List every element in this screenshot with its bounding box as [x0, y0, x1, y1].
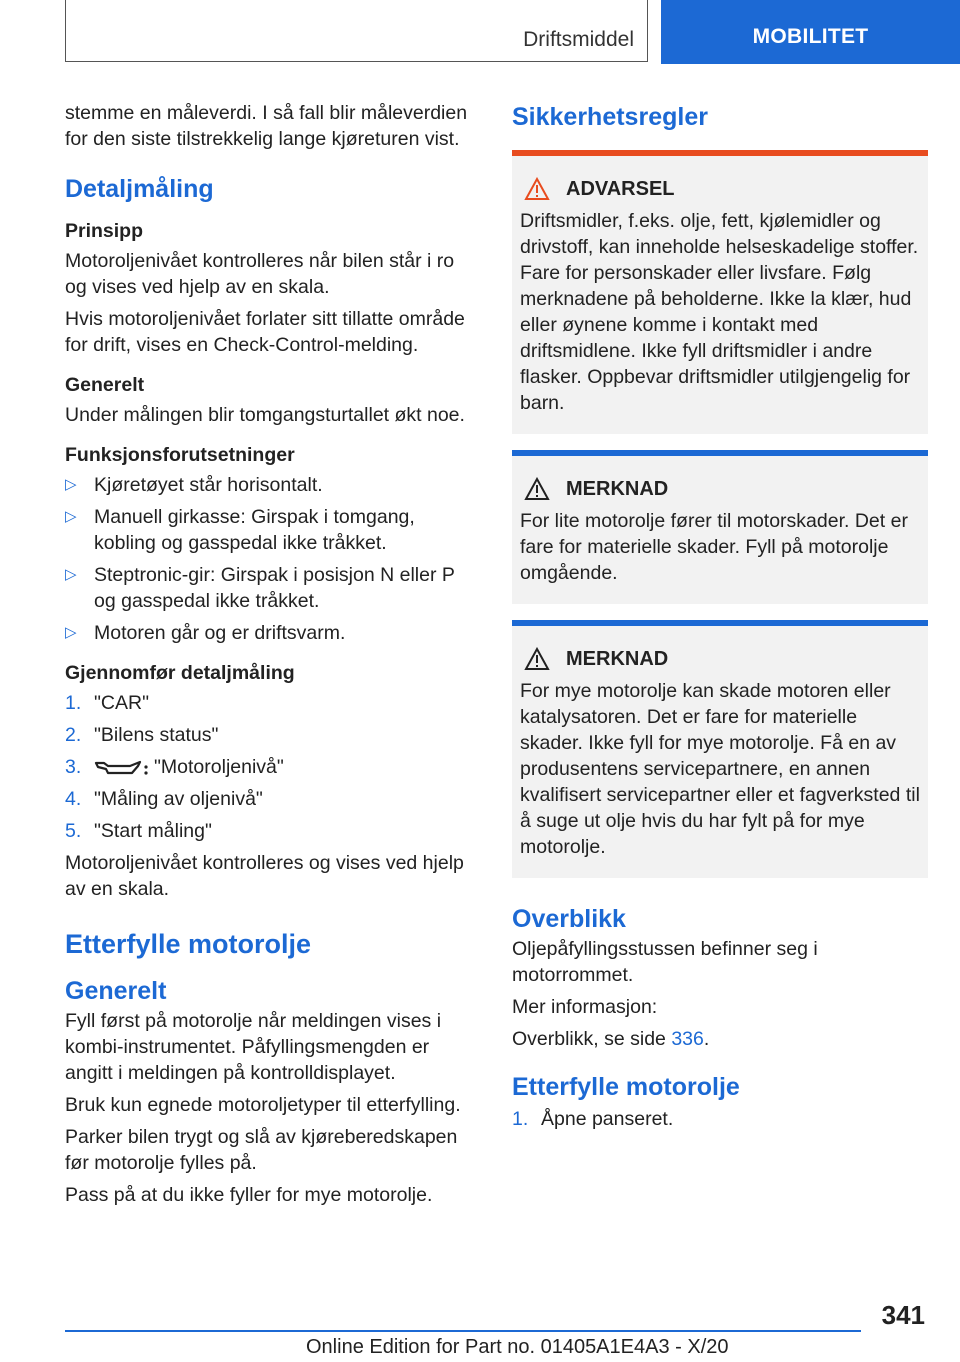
list-item: 5. "Start måling"	[65, 820, 212, 842]
list-item: 4. "Måling av oljenivå"	[65, 788, 263, 810]
intro-paragraph: stemme en måleverdi. I så fall blir måleverdien for den siste tilstrekkelig lange kjøreturen vist.	[65, 102, 468, 150]
footer-edition: Online Edition for Part no. 01405A1E4A3 - X/20	[306, 1336, 729, 1358]
triangle-bullet-icon: ▷	[65, 566, 77, 583]
heading-prinsipp: Prinsipp	[65, 220, 144, 242]
paragraph: Motoroljenivået kontrolleres og vises ved hjelp av en skala.	[65, 852, 464, 900]
heading-detaljmaling: Detaljmåling	[65, 175, 214, 203]
note-title: MERKNAD	[520, 646, 920, 672]
cross-reference: Overblikk, se side 336.	[512, 1028, 710, 1050]
oil-can-icon	[94, 758, 148, 778]
paragraph: Hvis motoroljenivået forlater sitt tillatte område for drift, vises en Check-Control-melding.	[65, 308, 465, 356]
paragraph: Motoroljenivået kontrolleres når bilen står i ro og vises ved hjelp av en skala.	[65, 250, 455, 298]
warning-text: Driftsmidler, f.eks. olje, fett, kjølemidler og drivstoff, kan inneholde helseskadelige stoffer. Fare for personskader eller livsfare. Følg merknadene på beholderne. Ikke la klær, hud eller øynene komme i kontakt med driftsmidlene. Ikke fyll driftsmidler i andre flasker. Oppbevar driftsmidler utilgjengelig for barn.	[520, 210, 919, 414]
heading-sikkerhetsregler: Sikkerhetsregler	[512, 103, 708, 131]
heading-overblikk: Overblikk	[512, 905, 626, 933]
list-item: ▷ Motoren går og er driftsvarm.	[65, 622, 346, 644]
heading-generelt-2: Generelt	[65, 977, 167, 1005]
list-item: ▷ Steptronic-gir: Girspak i posisjon N eller P og gasspedal ikke tråkket.	[65, 564, 455, 612]
paragraph: Under målingen blir tomgangsturtallet økt noe.	[65, 404, 465, 426]
note-text: For mye motorolje kan skade motoren eller katalysatoren. Det er fare for materielle skader. Ikke fyll for mye motorolje. Få en av produsentens servicepartnere, en annen kvalifisert servicepartner eller et fagverksted til å suge ut olje hvis du har fylt på for mye motorolje.	[520, 680, 920, 858]
steps-list	[512, 1106, 928, 1132]
left-column	[65, 100, 480, 1214]
heading-gjennomfor: Gjennomfør detaljmåling	[65, 662, 295, 684]
footer-divider	[65, 1330, 861, 1332]
triangle-bullet-icon: ▷	[65, 476, 77, 493]
paragraph: Oljepåfyllingsstussen befinner seg i motorrommet.	[512, 938, 818, 986]
conditions-list	[65, 472, 480, 646]
caution-triangle-icon	[524, 477, 550, 501]
chapter-tab[interactable]: MOBILITET	[661, 0, 960, 64]
heading-funksjonsforutsetninger: Funksjonsforutsetninger	[65, 444, 295, 466]
warning-triangle-icon	[524, 177, 550, 201]
note-box	[512, 620, 928, 878]
list-item: ▷ Kjøretøyet står horisontalt.	[65, 474, 323, 496]
warning-box	[512, 150, 928, 434]
list-item: 2. "Bilens status"	[65, 724, 219, 746]
list-item: 3. "Motoroljenivå"	[65, 756, 284, 778]
warning-title: ADVARSEL	[520, 176, 920, 202]
paragraph: Mer informasjon:	[512, 996, 658, 1018]
paragraph: Pass på at du ikke fyller for mye motorolje.	[65, 1184, 433, 1206]
list-item: 1. Åpne panseret.	[512, 1108, 674, 1130]
paragraph: Parker bilen trygt og slå av kjøreberedskapen før motorolje fylles på.	[65, 1126, 458, 1174]
heading-etterfylle-motorolje-2: Etterfylle motorolje	[512, 1073, 740, 1101]
page-number: 341	[881, 1300, 925, 1330]
list-item: 1. "CAR"	[65, 692, 150, 714]
list-item: ▷ Manuell girkasse: Girspak i tomgang, kobling og gasspedal ikke tråkket.	[65, 506, 415, 554]
steps-list	[65, 690, 480, 844]
page-header	[0, 0, 960, 66]
section-title: Driftsmiddel	[523, 28, 634, 51]
note-box	[512, 450, 928, 604]
triangle-bullet-icon: ▷	[65, 508, 77, 525]
heading-etterfylle-motorolje: Etterfylle motorolje	[65, 929, 312, 959]
note-title: MERKNAD	[520, 476, 920, 502]
page-link[interactable]: 336	[671, 1028, 704, 1050]
note-text: For lite motorolje fører til motorskader. Det er fare for materielle skader. Fyll på motorolje omgående.	[520, 510, 908, 584]
paragraph: Fyll først på motorolje når meldingen vises i kombi-instrumentet. Påfyllingsmengden er angitt i meldingen på kontrolldisplayet.	[65, 1010, 442, 1084]
paragraph: Bruk kun egnede motoroljetyper til etterfylling.	[65, 1094, 461, 1116]
triangle-bullet-icon: ▷	[65, 624, 77, 641]
right-column	[512, 100, 928, 1138]
caution-triangle-icon	[524, 647, 550, 671]
heading-generelt: Generelt	[65, 374, 145, 396]
